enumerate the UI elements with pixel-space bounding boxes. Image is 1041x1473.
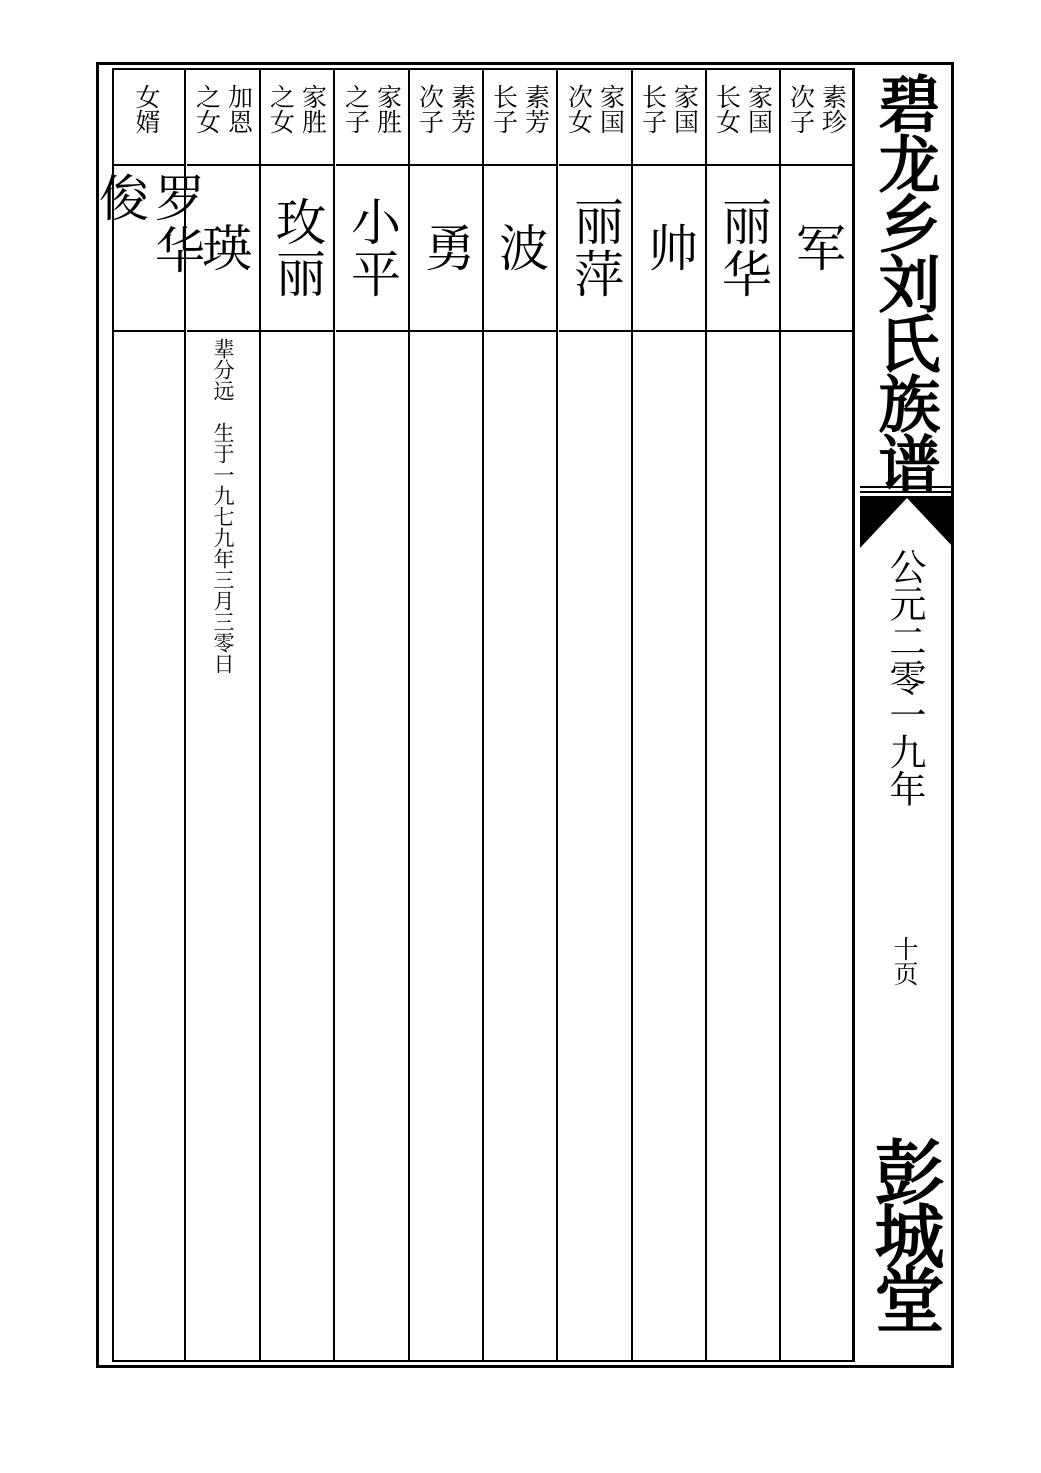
relation-parent: 素芳 <box>521 84 551 134</box>
name-cell <box>559 172 631 324</box>
relation-parent: 家胜 <box>298 84 328 134</box>
row-divider <box>410 330 482 332</box>
relation-cell <box>559 84 631 160</box>
entry-column <box>484 68 558 1362</box>
member-name: 玫丽 <box>268 196 326 300</box>
row-divider <box>112 330 184 332</box>
row-divider <box>633 164 705 166</box>
member-name: 波 <box>491 222 549 274</box>
row-divider <box>112 164 184 166</box>
relation-cell <box>261 84 333 160</box>
relation-role: 次女 <box>564 84 594 134</box>
member-name: 丽华 <box>714 196 772 300</box>
entry-column <box>781 68 855 1362</box>
relation-cell <box>707 84 779 160</box>
genealogy-title <box>862 72 946 492</box>
relation-role: 长子 <box>489 84 519 134</box>
relation-parent: 家国 <box>596 84 626 134</box>
note-cell <box>187 338 259 674</box>
member-name: 罗华俊 <box>91 172 205 276</box>
title-text: 碧龙乡刘氏族谱 <box>868 72 941 492</box>
relation-role: 之子 <box>341 84 371 134</box>
member-name: 帅 <box>640 222 698 274</box>
entry-column <box>336 68 410 1362</box>
row-divider <box>707 330 779 332</box>
year-label <box>862 548 946 808</box>
relation-role: 长子 <box>638 84 668 134</box>
member-name: 军 <box>788 222 846 274</box>
member-name: 瑛 <box>194 222 252 274</box>
hall-name-text: 彭城堂 <box>863 1136 946 1328</box>
relation-cell <box>112 84 184 160</box>
relation-role: 之女 <box>266 84 296 134</box>
relation-cell <box>410 84 482 160</box>
row-divider <box>559 330 631 332</box>
title-rule <box>860 486 954 488</box>
row-divider <box>187 164 259 166</box>
name-cell <box>781 172 853 324</box>
row-divider <box>410 164 482 166</box>
banner-fishtail-icon <box>860 496 954 548</box>
row-divider <box>336 330 408 332</box>
entry-column <box>707 68 781 1362</box>
row-divider <box>261 164 333 166</box>
member-name: 勇 <box>417 222 475 274</box>
entry-column <box>91 68 205 1362</box>
row-divider <box>781 330 853 332</box>
name-cell <box>633 172 705 324</box>
relation-cell <box>633 84 705 160</box>
relation-role: 次子 <box>415 84 445 134</box>
relation-parent: 加恩 <box>224 84 254 134</box>
relation-role: 女婿 <box>132 84 161 134</box>
relation-cell <box>781 84 853 160</box>
entry-column <box>633 68 707 1362</box>
relation-role: 之女 <box>192 84 222 134</box>
row-divider <box>633 330 705 332</box>
hall-name <box>862 1136 946 1366</box>
row-divider <box>707 164 779 166</box>
relation-parent: 家国 <box>670 84 700 134</box>
year-text: 公元二零一九年 <box>883 548 926 807</box>
member-name: 丽萍 <box>566 196 624 300</box>
relation-parent: 素珍 <box>818 84 848 134</box>
relation-parent: 家胜 <box>373 84 403 134</box>
page-number <box>862 936 946 996</box>
name-cell <box>410 172 482 324</box>
entry-column <box>410 68 484 1362</box>
member-name: 小平 <box>343 196 401 300</box>
page-number-text: 十页 <box>890 936 919 986</box>
entry-column <box>559 68 633 1362</box>
name-cell <box>91 172 205 324</box>
row-divider <box>336 164 408 166</box>
entry-column <box>261 68 335 1362</box>
row-divider <box>781 164 853 166</box>
relation-cell <box>336 84 408 160</box>
row-divider <box>187 330 259 332</box>
relation-cell <box>187 84 259 160</box>
name-cell <box>707 172 779 324</box>
name-cell <box>261 172 333 324</box>
relation-parent: 家国 <box>744 84 774 134</box>
relation-cell <box>484 84 556 160</box>
relation-role: 长女 <box>712 84 742 134</box>
title-rule <box>860 491 954 493</box>
row-divider <box>484 164 556 166</box>
relation-parent: 素芳 <box>447 84 477 134</box>
name-cell <box>336 172 408 324</box>
name-cell <box>484 172 556 324</box>
row-divider <box>261 330 333 332</box>
row-divider <box>559 164 631 166</box>
relation-role: 次子 <box>786 84 816 134</box>
row-divider <box>484 330 556 332</box>
member-note: 辈分远 生于一九七九年三月三零日 <box>211 338 235 674</box>
